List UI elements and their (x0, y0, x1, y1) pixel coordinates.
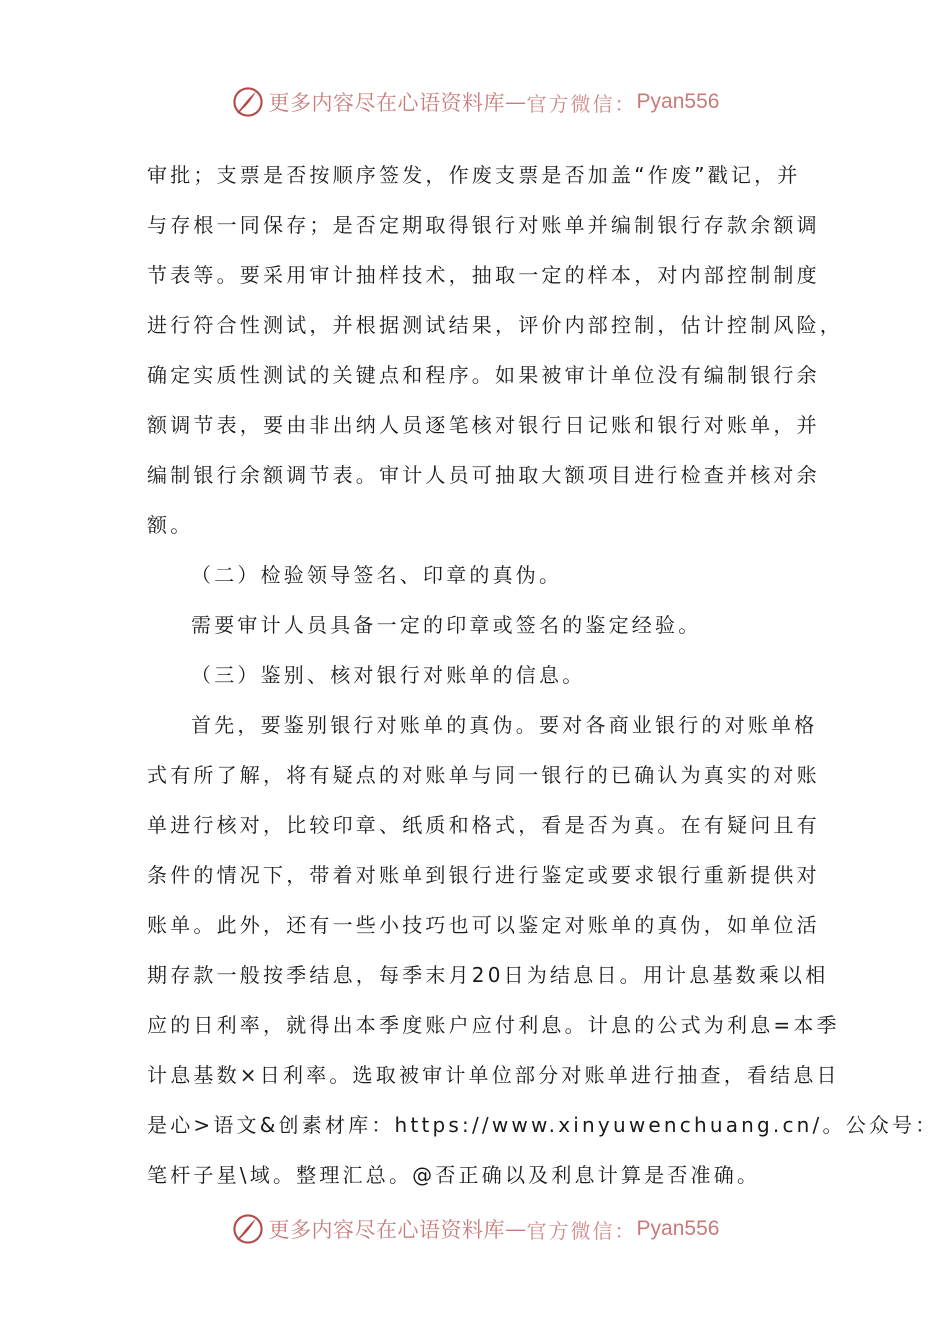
text-line: 笔杆子星\域。整理汇总。@否正确以及利息计算是否准确。 (147, 1163, 761, 1187)
quill-logo-icon (231, 85, 265, 119)
header-banner-wechat-id: Pyan556 (636, 90, 720, 113)
footer-banner-wechat-label: 官方微信： (526, 1218, 637, 1243)
text-line: 节表等。要采用审计抽样技术，抽取一定的样本，对内部控制制度 (147, 263, 820, 287)
text-line: 额调节表，要由非出纳人员逐笔核对银行日记账和银行对账单，并 (147, 413, 820, 437)
text-line: 账单。此外，还有一些小技巧也可以鉴定对账单的真伪，如单位活 (147, 913, 820, 937)
text-line: 条件的情况下，带着对账单到银行进行鉴定或要求银行重新提供对 (147, 863, 820, 887)
section-heading-3: （三）鉴别、核对银行对账单的信息。 (191, 663, 586, 687)
footer-banner-main-text: 更多内容尽在心语资料库 (268, 1218, 506, 1242)
text-line: 期存款一般按季结息，每季末月20日为结息日。用计息基数乘以相 (147, 963, 829, 987)
text-line: 单进行核对，比较印章、纸质和格式，看是否为真。在有疑问且有 (147, 813, 820, 837)
header-banner-main-text: 更多内容尽在心语资料库 (268, 91, 506, 115)
text-line: 确定实质性测试的关键点和程序。如果被审计单位没有编制银行余 (147, 363, 820, 387)
text-line: 编制银行余额调节表。审计人员可抽取大额项目进行检查并核对余 (147, 463, 820, 487)
text-line: 式有所了解，将有疑点的对账单与同一银行的已确认为真实的对账 (147, 763, 820, 787)
text-line: 应的日利率，就得出本季度账户应付利息。计息的公式为利息=本季 (147, 1013, 840, 1037)
footer-banner-wechat-id: Pyan556 (636, 1217, 720, 1240)
section-heading-2: （二）检验领导签名、印章的真伪。 (191, 563, 563, 587)
header-banner-dash: — (505, 90, 527, 114)
text-line: 额。 (147, 513, 194, 537)
text-line: 审批；支票是否按顺序签发，作废支票是否加盖“作废”戳记，并 (147, 163, 801, 187)
text-line: 计息基数×日利率。选取被审计单位部分对账单进行抽查，看结息日 (147, 1063, 840, 1087)
body-text (147, 150, 939, 1200)
text-line: 首先，要鉴别银行对账单的真伪。要对各商业银行的对账单格 (191, 713, 818, 737)
text-line: 与存根一同保存；是否定期取得银行对账单并编制银行存款余额调 (147, 213, 820, 237)
header-banner (0, 82, 950, 122)
quill-logo-icon (231, 1212, 265, 1246)
footer-banner (0, 1209, 950, 1249)
header-banner-wechat-label: 官方微信： (526, 91, 637, 116)
text-line: 是心>语文&创素材库：https://www.xinyuwenchuang.cn/。公众号： (147, 1113, 939, 1137)
footer-banner-dash: — (505, 1217, 527, 1241)
text-line: 进行符合性测试，并根据测试结果，评价内部控制，估计控制风险， (147, 313, 843, 337)
text-line: 需要审计人员具备一定的印章或签名的鉴定经验。 (191, 613, 702, 637)
